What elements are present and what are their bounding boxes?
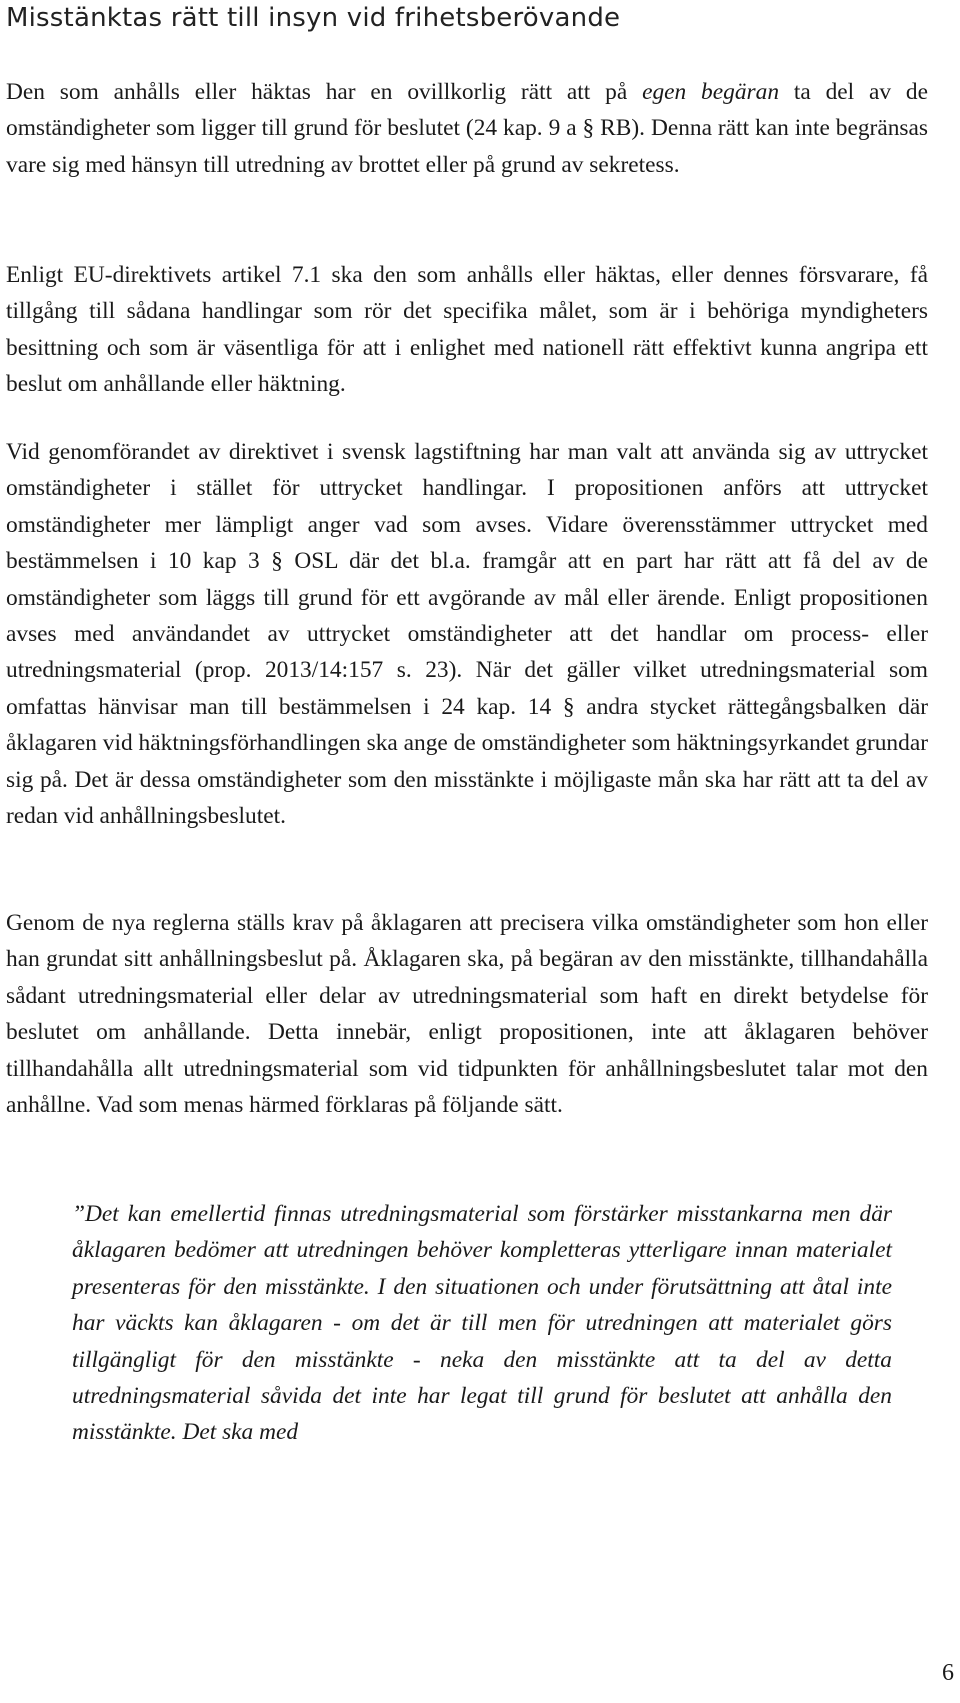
- paragraph-eu-directive: Enligt EU-direktivets artikel 7.1 ska den som anhålls eller häktas, eller dennes försvarare, få tillgång till sådana handlingar som rör det specifika målet, som är i behöriga myndigheters besittning och som är väsentliga för att i enlighet med nationell rätt effektivt kunna angripa ett beslut om anhållande eller häktning.: [6, 262, 928, 398]
- page-title: Misstänktas rätt till insyn vid frihetsberövande: [6, 3, 621, 33]
- emphasis-text: egen begäran: [642, 79, 780, 105]
- paragraph-new-rules: Genom de nya reglerna ställs krav på åklagaren att precisera vilka omständigheter som hon eller han grundat sitt anhållningsbeslut på. Åklagaren ska, på begäran av den misstänkte, tillhandahålla sådant utredningsmaterial eller delar av utredningsmaterial som haft en direkt betydelse för beslutet om anhållande. Detta innebär, enligt propositionen, inte att åklagaren behöver tillhandahålla allt utredningsmaterial som vid tidpunkten för anhållningsbeslutet talar mot den anhållne. Vad som menas härmed förklaras på följande sätt.: [6, 910, 928, 1119]
- block-quote: ”Det kan emellertid finnas utredningsmaterial som förstärker misstankarna men där åklagaren bedömer att utredningen behöver kompletteras ytterligare innan materialet presenteras för den misstänkte. I den situationen och under förutsättning att åtal inte har väckts kan åklagaren - om det är till men för utredningen att materialet görs tillgängligt för den misstänkte - neka den misstänkte att ta del av detta utredningsmaterial såvida det inte har legat till grund för beslutet att anhålla den misstänkte. Det ska med: [72, 1201, 892, 1446]
- paragraph-rights: [6, 74, 928, 183]
- page-number: 6: [942, 1660, 954, 1686]
- paragraph-implementation: Vid genomförandet av direktivet i svensk lagstiftning har man valt att använda sig av uttrycket omständigheter i stället för uttrycket handlingar. I propositionen anförs att uttrycket omständigheter mer lämpligt anger vad som avses. Vidare överensstämmer uttrycket med bestämmelsen i 10 kap 3 § OSL där det bl.a. framgår att en part har rätt att få del av de omständigheter som läggs till grund för ett avgörande av mål eller ärende. Enligt propositionen avses med användandet av uttrycket omständigheter att det handlar om process- eller utredningsmaterial (prop. 2013/14:157 s. 23). När det gäller vilket utredningsmaterial som omfattas hänvisar man till bestämmelsen i 24 kap. 14 § andra stycket rättegångsbalken där åklagaren vid häktningsförhandlingen ska ange de omständigheter som häktningsyrkandet grundar sig på. Det är dessa omständigheter som den misstänkte i möjligaste mån ska har rätt att ta del av redan vid anhållningsbeslutet.: [6, 439, 928, 830]
- paragraph-text: Den som anhålls eller häktas har en ovillkorlig rätt att på: [6, 79, 643, 105]
- paragraph-text: ta del av de omständigheter som ligger till grund för beslutet (24 kap. 9 a § RB). Denna rätt kan inte begränsas vare sig med hänsyn till utredning av brottet eller på grund av sekretess.: [6, 79, 928, 178]
